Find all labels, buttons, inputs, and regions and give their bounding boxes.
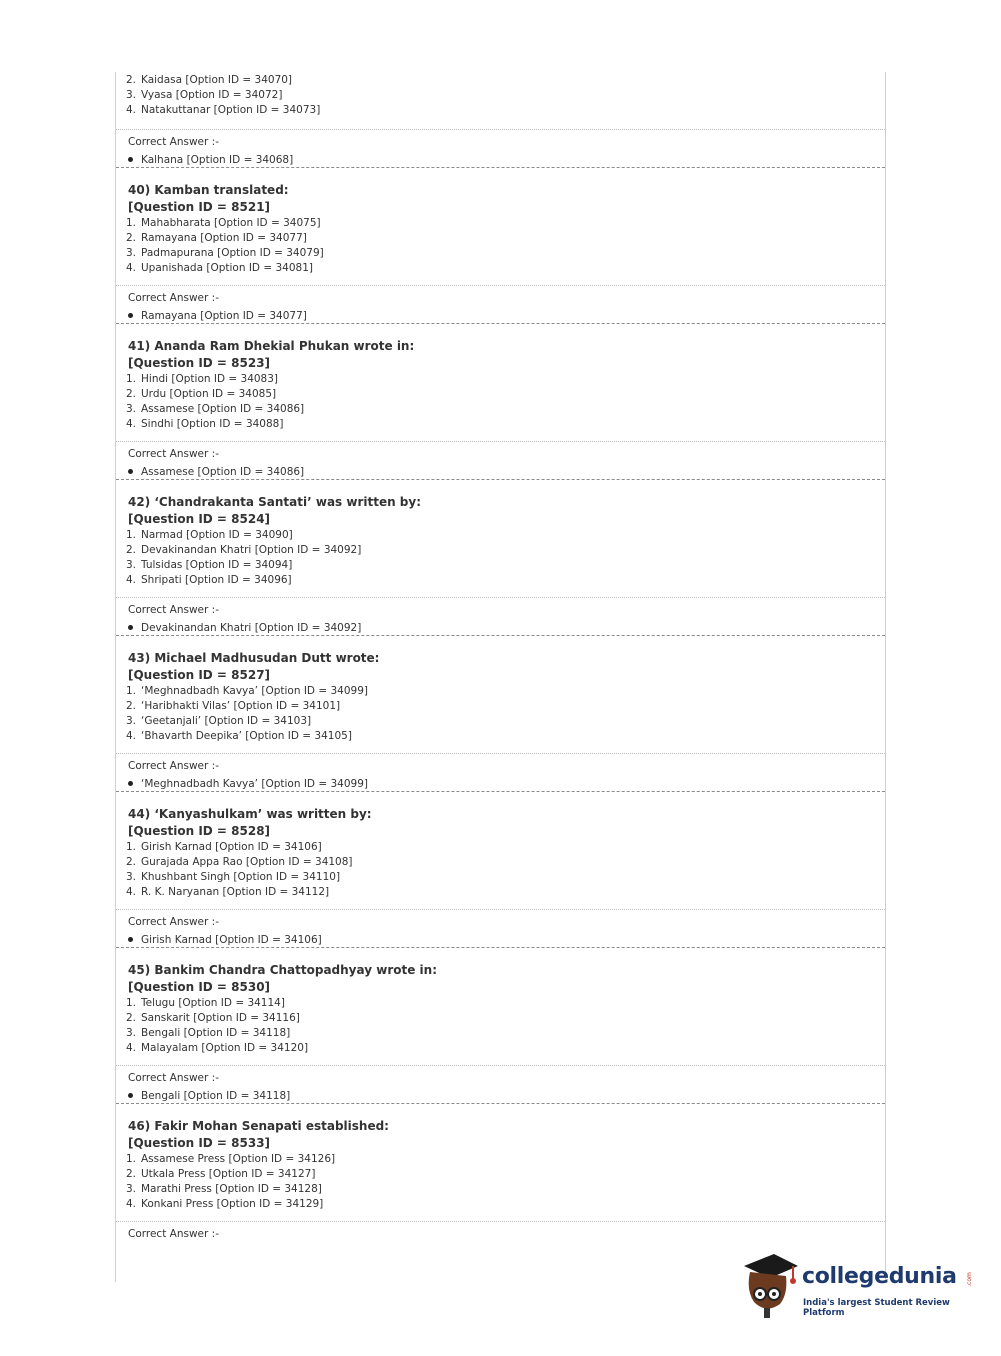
option-line: 1. Assamese Press [Option ID = 34126] (126, 1152, 336, 1165)
option-line: 2. Sanskarit [Option ID = 34116] (126, 1011, 300, 1024)
question-title: 45) Bankim Chandra Chattopadhyay wrote in: (128, 962, 437, 977)
correct-answer-block (116, 753, 885, 791)
option-line: 1. Telugu [Option ID = 34114] (126, 996, 285, 1009)
correct-answer-block (116, 441, 885, 479)
question-block (116, 167, 885, 323)
question-sheet (115, 72, 886, 1282)
question-id: [Question ID = 8527] (128, 667, 271, 682)
option-line: 2. Ramayana [Option ID = 34077] (126, 231, 307, 244)
option-line: 4. Konkani Press [Option ID = 34129] (126, 1198, 324, 1211)
correct-answer: Devakinandan Khatri [Option ID = 34092] (128, 622, 885, 634)
question-body (116, 948, 885, 1065)
correct-answer: Bengali [Option ID = 34118] (128, 1090, 885, 1102)
bullet-icon (128, 469, 133, 474)
question-body (116, 1104, 885, 1221)
question-body (116, 792, 885, 909)
question-id: [Question ID = 8533] (128, 1135, 271, 1150)
option-line: 3. Padmapurana [Option ID = 34079] (126, 247, 324, 260)
option-line: 4. Natakuttanar [Option ID = 34073] (126, 104, 321, 117)
correct-answer-block (116, 909, 885, 947)
bullet-icon (128, 157, 133, 162)
question-block (116, 947, 885, 1103)
question-id: [Question ID = 8524] (128, 511, 271, 526)
option-line: 2. Devakinandan Khatri [Option ID = 34092] (126, 543, 362, 556)
question-block (116, 791, 885, 947)
option-line: 2. Urdu [Option ID = 34085] (126, 387, 277, 400)
option-line: 4. Malayalam [Option ID = 34120] (126, 1042, 309, 1055)
question-id: [Question ID = 8528] (128, 823, 271, 838)
option-line: 3. Khushbant Singh [Option ID = 34110] (126, 871, 341, 884)
option-line: 1. Hindi [Option ID = 34083] (126, 372, 279, 385)
previous-question-options (116, 72, 885, 129)
question-block (116, 323, 885, 479)
question-body (116, 324, 885, 441)
question-block (116, 479, 885, 635)
bullet-icon (128, 625, 133, 630)
bullet-icon (128, 1093, 133, 1098)
option-line: 1. Narmad [Option ID = 34090] (126, 528, 293, 541)
option-line: 1. ‘Meghnadbadh Kavya’ [Option ID = 34099] (126, 684, 368, 697)
question-id: [Question ID = 8521] (128, 199, 271, 214)
correct-answer: Girish Karnad [Option ID = 34106] (128, 934, 885, 946)
bullet-icon (128, 781, 133, 786)
correct-answer-label: Correct Answer :- (128, 603, 219, 616)
correct-answer-label: Correct Answer :- (128, 447, 219, 460)
option-line: 1. Girish Karnad [Option ID = 34106] (126, 840, 322, 853)
option-line: 3. Bengali [Option ID = 34118] (126, 1027, 291, 1040)
option-line: 4. Sindhi [Option ID = 34088] (126, 418, 284, 431)
option-line: 2. ‘Haribhakti Vilas’ [Option ID = 34101] (126, 699, 341, 712)
option-line: 4. Upanishada [Option ID = 34081] (126, 262, 313, 275)
question-body (116, 480, 885, 597)
question-title: 44) ‘Kanyashulkam’ was written by: (128, 806, 372, 821)
correct-answer-label: Correct Answer :- (128, 1071, 219, 1084)
correct-answer-block (116, 285, 885, 323)
logo-suffix: .com (965, 1272, 973, 1287)
question-title: 40) Kamban translated: (128, 182, 289, 197)
correct-answer-block (116, 129, 885, 167)
option-line: 3. Assamese [Option ID = 34086] (126, 403, 305, 416)
option-line: 2. Gurajada Appa Rao [Option ID = 34108] (126, 855, 353, 868)
option-line: 4. Shripati [Option ID = 34096] (126, 574, 292, 587)
option-line: 3. Marathi Press [Option ID = 34128] (126, 1183, 322, 1196)
question-id: [Question ID = 8523] (128, 355, 271, 370)
option-line: 1. Mahabharata [Option ID = 34075] (126, 216, 321, 229)
correct-answer: Assamese [Option ID = 34086] (128, 466, 885, 478)
question-block (116, 635, 885, 791)
correct-answer-label: Correct Answer :- (128, 135, 219, 148)
question-block (116, 1103, 885, 1259)
logo-tagline: India's largest Student Review Platform (803, 1298, 950, 1318)
correct-answer-label: Correct Answer :- (128, 291, 219, 304)
bullet-icon (128, 937, 133, 942)
correct-answer-block (116, 1065, 885, 1103)
mascot-icon (740, 1250, 802, 1320)
question-id: [Question ID = 8530] (128, 979, 271, 994)
option-line: 3. Tulsidas [Option ID = 34094] (126, 559, 293, 572)
option-line: 2. Kaidasa [Option ID = 34070] (126, 74, 293, 86)
correct-answer-label: Correct Answer :- (128, 915, 219, 928)
option-line: 3. ‘Geetanjali’ [Option ID = 34103] (126, 715, 312, 728)
logo-name: collegedunia (802, 1264, 957, 1289)
correct-answer: ‘Meghnadbadh Kavya’ [Option ID = 34099] (128, 778, 885, 790)
collegedunia-logo (740, 1250, 973, 1320)
question-body (116, 168, 885, 285)
correct-answer-label: Correct Answer :- (128, 1227, 219, 1240)
question-title: 41) Ananda Ram Dhekial Phukan wrote in: (128, 338, 415, 353)
option-line: 4. R. K. Naryanan [Option ID = 34112] (126, 886, 330, 899)
option-line: 2. Utkala Press [Option ID = 34127] (126, 1167, 316, 1180)
correct-answer: Kalhana [Option ID = 34068] (128, 154, 885, 166)
bullet-icon (128, 313, 133, 318)
option-line: 3. Vyasa [Option ID = 34072] (126, 89, 283, 102)
question-title: 42) ‘Chandrakanta Santati’ was written by: (128, 494, 422, 509)
question-title: 43) Michael Madhusudan Dutt wrote: (128, 650, 380, 665)
correct-answer: Ramayana [Option ID = 34077] (128, 310, 885, 322)
question-body (116, 636, 885, 753)
correct-answer-label: Correct Answer :- (128, 759, 219, 772)
option-line: 4. ‘Bhavarth Deepika’ [Option ID = 34105] (126, 730, 352, 743)
correct-answer-block (116, 597, 885, 635)
question-title: 46) Fakir Mohan Senapati established: (128, 1118, 389, 1133)
